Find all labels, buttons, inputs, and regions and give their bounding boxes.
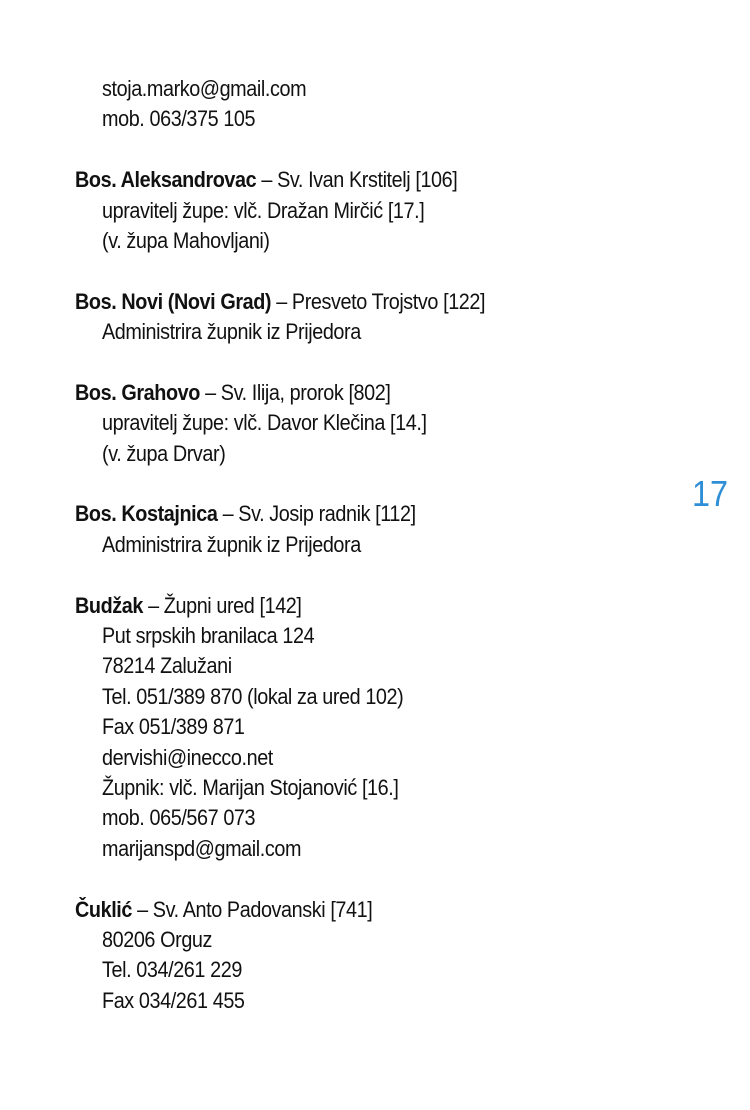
entry-heading: [75, 287, 615, 317]
email-line: stoja.marko@gmail.com: [102, 76, 307, 101]
entry-detail-line: Tel. 034/261 229: [102, 957, 242, 983]
directory-entry: [75, 287, 675, 348]
entry-detail-line: Fax 051/389 871: [102, 714, 245, 740]
entry-detail-line: Župnik: vlč. Marijan Stojanović [16.]: [102, 774, 399, 800]
entry-detail-line: mob. 065/567 073: [102, 805, 256, 831]
entry-detail-line: Administrira župnik iz Prijedora: [102, 319, 361, 345]
entry-heading: [75, 895, 615, 925]
entry-heading: [75, 499, 615, 529]
entry-detail-line: 78214 Zalužani: [102, 653, 232, 679]
entry-detail-line: (v. župa Mahovljani): [102, 227, 270, 253]
place-name: Bos. Aleksandrovac: [75, 167, 257, 193]
entry-detail-line: Tel. 051/389 870 (lokal za ured 102): [102, 683, 404, 709]
place-name: Bos. Novi (Novi Grad): [75, 288, 272, 314]
parish-description: – Sv. Ivan Krstitelj [106]: [256, 167, 458, 193]
place-name: Budžak: [75, 592, 143, 618]
entry-detail-line: dervishi@inecco.net: [102, 744, 273, 770]
directory-page-content: [75, 74, 675, 1016]
parish-description: – Sv. Anto Padovanski [741]: [131, 896, 373, 922]
entry-detail-line: Put srpskih branilaca 124: [102, 623, 315, 649]
entry-detail-line: upravitelj župe: vlč. Davor Klečina [14.]: [102, 410, 427, 436]
entry-heading: [75, 591, 615, 621]
place-name: Bos. Kostajnica: [75, 501, 218, 527]
parish-description: – Župni ured [142]: [142, 592, 302, 618]
entry-detail-line: 80206 Orguz: [102, 926, 213, 952]
parish-description: – Sv. Josip radnik [112]: [217, 501, 416, 527]
place-name: Čuklić: [75, 896, 132, 922]
mobile-line: mob. 063/375 105: [102, 106, 256, 132]
entry-heading: [75, 165, 615, 195]
entry-heading: [75, 378, 615, 408]
place-name: Bos. Grahovo: [75, 379, 200, 405]
directory-entry: [75, 165, 675, 256]
directory-entry: [75, 499, 675, 560]
entry-detail-line: Fax 034/261 455: [102, 987, 245, 1013]
parish-description: – Sv. Ilija, prorok [802]: [199, 379, 391, 405]
entry-detail-line: Administrira župnik iz Prijedora: [102, 531, 361, 557]
page-number: 17: [692, 473, 729, 514]
parish-description: – Presveto Trojstvo [122]: [271, 288, 486, 314]
entry-detail-line: (v. župa Drvar): [102, 440, 226, 466]
entry-detail-line: upravitelj župe: vlč. Dražan Mirčić [17.]: [102, 197, 425, 223]
directory-entry: [75, 895, 675, 1017]
directory-entry: [75, 591, 675, 865]
directory-entry-continued: [75, 74, 675, 135]
entry-detail-line: marijanspd@gmail.com: [102, 835, 302, 861]
directory-entry: [75, 378, 675, 469]
